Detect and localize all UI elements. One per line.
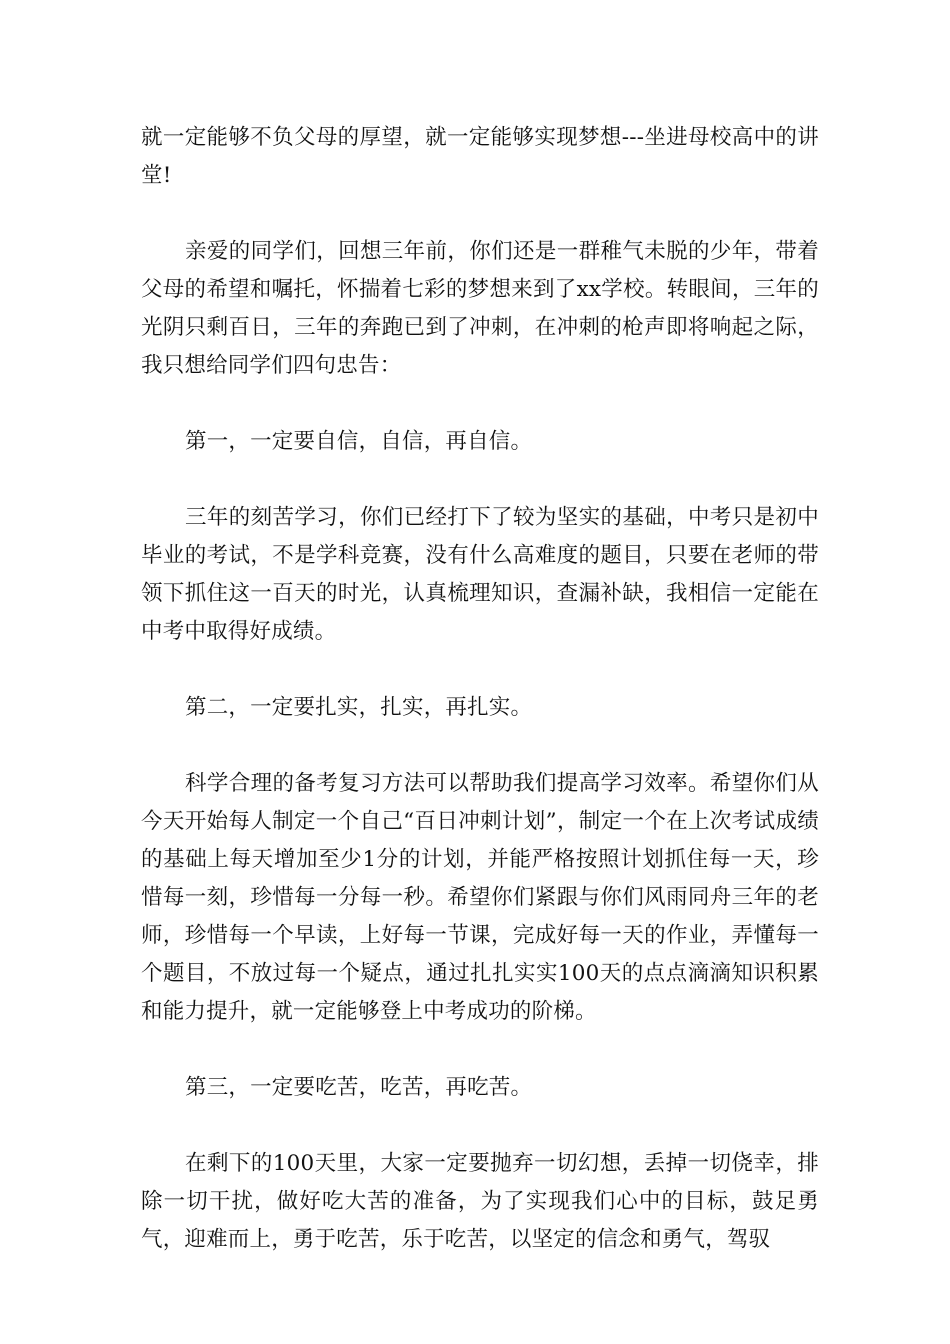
paragraph-advice-3-body: 在剩下的100天里，大家一定要抛弃一切幻想，丢掉一切侥幸，排除一切干扰，做好吃大苦的准备，为了实现我们心中的目标，鼓足勇气，迎难而上，勇于吃苦，乐于吃苦，以坚定的信念和勇气，驾驭 — [141, 1151, 819, 1252]
document-body — [141, 119, 819, 1259]
paragraph-advice-2-body: 科学合理的备考复习方法可以帮助我们提高学习效率。希望你们从今天开始每人制定一个自己“百日冲刺计划”，制定一个在上次考试成绩的基础上每天增加至少1分的计划，并能严格按照计划抓住每一天，珍惜每一刻，珍惜每一分每一秒。希望你们紧跟与你们风雨同舟三年的老师，珍惜每一个早读，上好每一节课，完成好每一天的作业，弄懂每一个题目，不放过每一个疑点，通过扎扎实实100天的点点滴滴知识积累和能力提升，就一定能够登上中考成功的阶梯。 — [141, 771, 819, 1024]
paragraph-advice-3-heading: 第三，一定要吃苦，吃苦，再吃苦。 — [185, 1075, 533, 1100]
paragraph-advice-1-body: 三年的刻苦学习，你们已经打下了较为坚实的基础，中考只是初中毕业的考试，不是学科竞赛，没有什么高难度的题目，只要在老师的带领下抓住这一百天的时光，认真梳理知识，查漏补缺，我相信一定能在中考中取得好成绩。 — [141, 505, 819, 644]
paragraph-greeting: 亲爱的同学们，回想三年前，你们还是一群稚气未脱的少年，带着父母的希望和嘱托，怀揣着七彩的梦想来到了xx学校。转眼间，三年的光阴只剩百日，三年的奔跑已到了冲刺，在冲刺的枪声即将响起之际，我只想给同学们四句忠告： — [141, 239, 819, 378]
paragraph-advice-1-heading: 第一，一定要自信，自信，再自信。 — [185, 429, 533, 454]
paragraph-advice-2-heading: 第二，一定要扎实，扎实，再扎实。 — [185, 695, 533, 720]
paragraph-continuation: 就一定能够不负父母的厚望，就一定能够实现梦想---坐进母校高中的讲堂! — [141, 125, 819, 188]
